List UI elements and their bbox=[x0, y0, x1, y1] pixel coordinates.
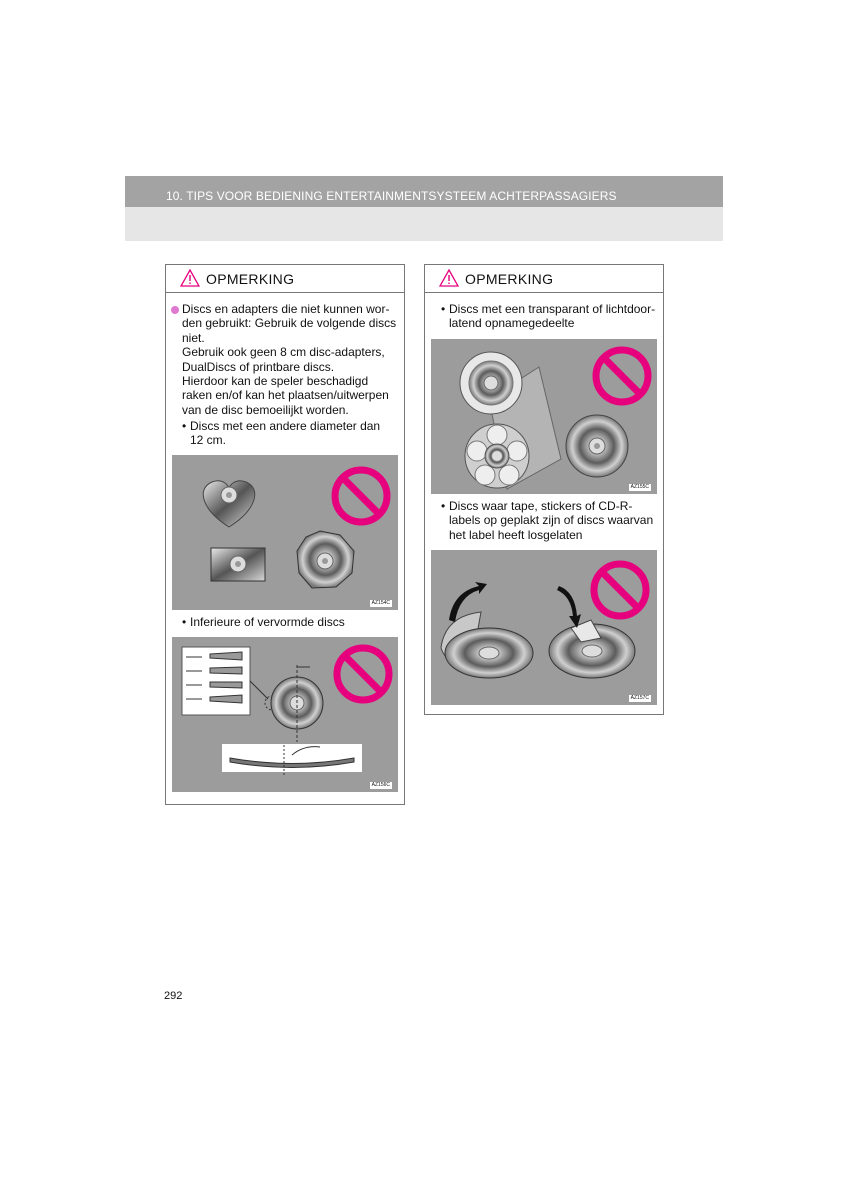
figure-code: AZ157C bbox=[630, 695, 649, 701]
illustration-transparent-discs bbox=[431, 339, 657, 494]
section-title: 10. TIPS VOOR BEDIENING ENTERTAINMENTSYSTEEM ACHTERPASSAGIERS bbox=[166, 189, 617, 203]
notice-header bbox=[425, 265, 663, 293]
notice-title: OPMERKING bbox=[465, 271, 554, 287]
warning-triangle-icon bbox=[180, 269, 200, 287]
pink-bullet-icon bbox=[171, 306, 179, 314]
bullet-different-diameter: • Discs met een andere diameter dan 12 cm. bbox=[182, 419, 381, 448]
section-header bbox=[125, 176, 723, 241]
prohibited-icon bbox=[594, 564, 646, 616]
notice-box-right bbox=[424, 264, 664, 715]
figure-code: AZ156C bbox=[371, 782, 390, 788]
figure-code: AZ155C bbox=[630, 484, 649, 490]
bullet-deformed-discs: • Inferieure of vervormde discs bbox=[182, 615, 345, 629]
warning-triangle-icon bbox=[439, 269, 459, 287]
illustration-taped-discs bbox=[431, 550, 657, 705]
prohibited-icon bbox=[335, 470, 387, 522]
prohibited-icon bbox=[337, 648, 389, 700]
notice-title: OPMERKING bbox=[206, 271, 295, 287]
figure-code: AZ154C bbox=[371, 600, 390, 606]
prohibited-icon bbox=[596, 350, 648, 402]
page-number: 292 bbox=[164, 990, 183, 1002]
illustration-odd-shaped-discs bbox=[172, 455, 398, 610]
notice-header bbox=[166, 265, 404, 293]
bullet-taped-discs: • Discs waar tape, stickers of CD-R- labels op geplakt zijn of discs waarvan het label heeft losgelaten bbox=[441, 499, 654, 542]
notice-paragraph: Discs en adapters die niet kunnen wor- den gebruikt: Gebruik de volgende discs niet. Gebruik ook geen 8 cm disc-adapters, DualDiscs of printbare discs. Hierdoor kan de speler beschadigd raken en/of kan het plaatsen/uitwerpen van de disc bemoeilijkt worden. bbox=[182, 302, 397, 417]
notice-box-left bbox=[165, 264, 405, 805]
illustration-deformed-discs bbox=[172, 637, 398, 792]
bullet-transparent-discs: • Discs met een transparant of lichtdoor- latend opnamegedeelte bbox=[441, 302, 656, 331]
